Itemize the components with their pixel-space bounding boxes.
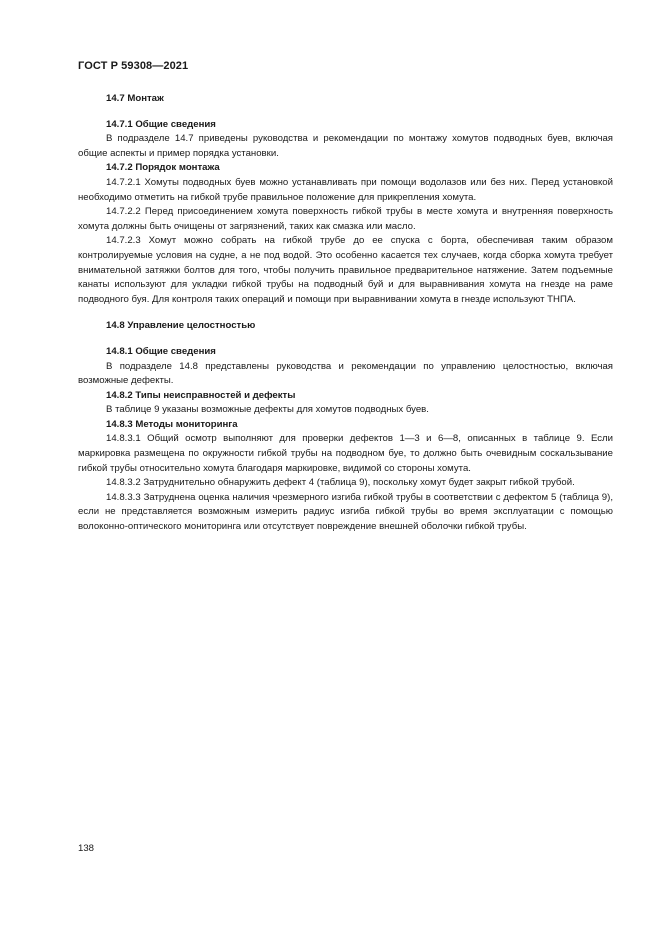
subsection-heading-14-7-1: 14.7.1 Общие сведения — [106, 118, 216, 130]
paragraph: В подразделе 14.8 представлены руководства и рекомендации по управлению целостностью, включая возможные дефекты. — [78, 360, 613, 387]
paragraph: 14.8.3.3 Затруднена оценка наличия чрезмерного изгиба гибкой трубы в соответствии с дефектом 5 (таблица 9), если не представляется возможным измерить радиус изгиба гибкой трубы во время эксплуатации с помощью волоконно-оптического мониторинга или отсутствует повреждение внешней оболочки гибкой трубы. — [78, 491, 613, 533]
page-number: 138 — [78, 843, 95, 854]
subsection-heading-14-8-1: 14.8.1 Общие сведения — [106, 345, 216, 357]
paragraph: 14.7.2.1 Хомуты подводных буев можно устанавливать при помощи водолазов или без них. Перед установкой необходимо отметить на гибкой трубе правильное положение для прикрепления хомута. — [78, 176, 613, 203]
document-body — [78, 92, 613, 535]
paragraph: 14.7.2.2 Перед присоединением хомута поверхность гибкой трубы в месте хомута и внутренняя поверхность хомута должны быть очищены от загрязнений, таких как смазка или масло. — [78, 206, 613, 232]
paragraph: 14.7.2.3 Хомут можно собрать на гибкой трубе до ее спуска с борта, обеспечивая таким образом контролируемые условия на судне, а не под водой. Это особенно касается тех случаев, когда сборка хомута требует внимательной затяжки болтов для того, чтобы получить правильное предварительное натяжение. Затем подъемные канаты используют для укладки гибкой трубы на подводный буй и для выравнивания хомута на гнезде на раме подводного буя. Для контроля таких операций и помощи при выравнивании хомута в гнезде используют ТНПА. — [78, 235, 613, 305]
subsection-heading-14-8-2: 14.8.2 Типы неисправностей и дефекты — [106, 389, 296, 401]
paragraph: 14.8.3.1 Общий осмотр выполняют для проверки дефектов 1—3 и 6—8, описанных в таблице 9. Если маркировка размещена по окружности гибкой трубы на подводном буе, то должно быть очевидным соскальзывание гибкой трубы относительно хомута благодаря маркировке, видимой со стороны хомута. — [78, 433, 613, 474]
subsection-heading-14-7-2: 14.7.2 Порядок монтажа — [106, 162, 220, 174]
section-heading-14-8: 14.8 Управление целостностью — [106, 320, 256, 332]
paragraph: 14.8.3.2 Затруднительно обнаружить дефект 4 (таблица 9), поскольку хомут будет закрыт гибкой трубой. — [106, 477, 575, 489]
section-heading-14-7: 14.7 Монтаж — [106, 93, 164, 104]
document-header: ГОСТ Р 59308—2021 — [78, 60, 189, 72]
paragraph: В подразделе 14.7 приведены руководства и рекомендации по монтажу хомутов подводных буев, включая общие аспекты и пример порядка установки. — [78, 133, 613, 159]
subsection-heading-14-8-3: 14.8.3 Методы мониторинга — [106, 418, 238, 430]
paragraph: В таблице 9 указаны возможные дефекты для хомутов подводных буев. — [106, 404, 429, 416]
